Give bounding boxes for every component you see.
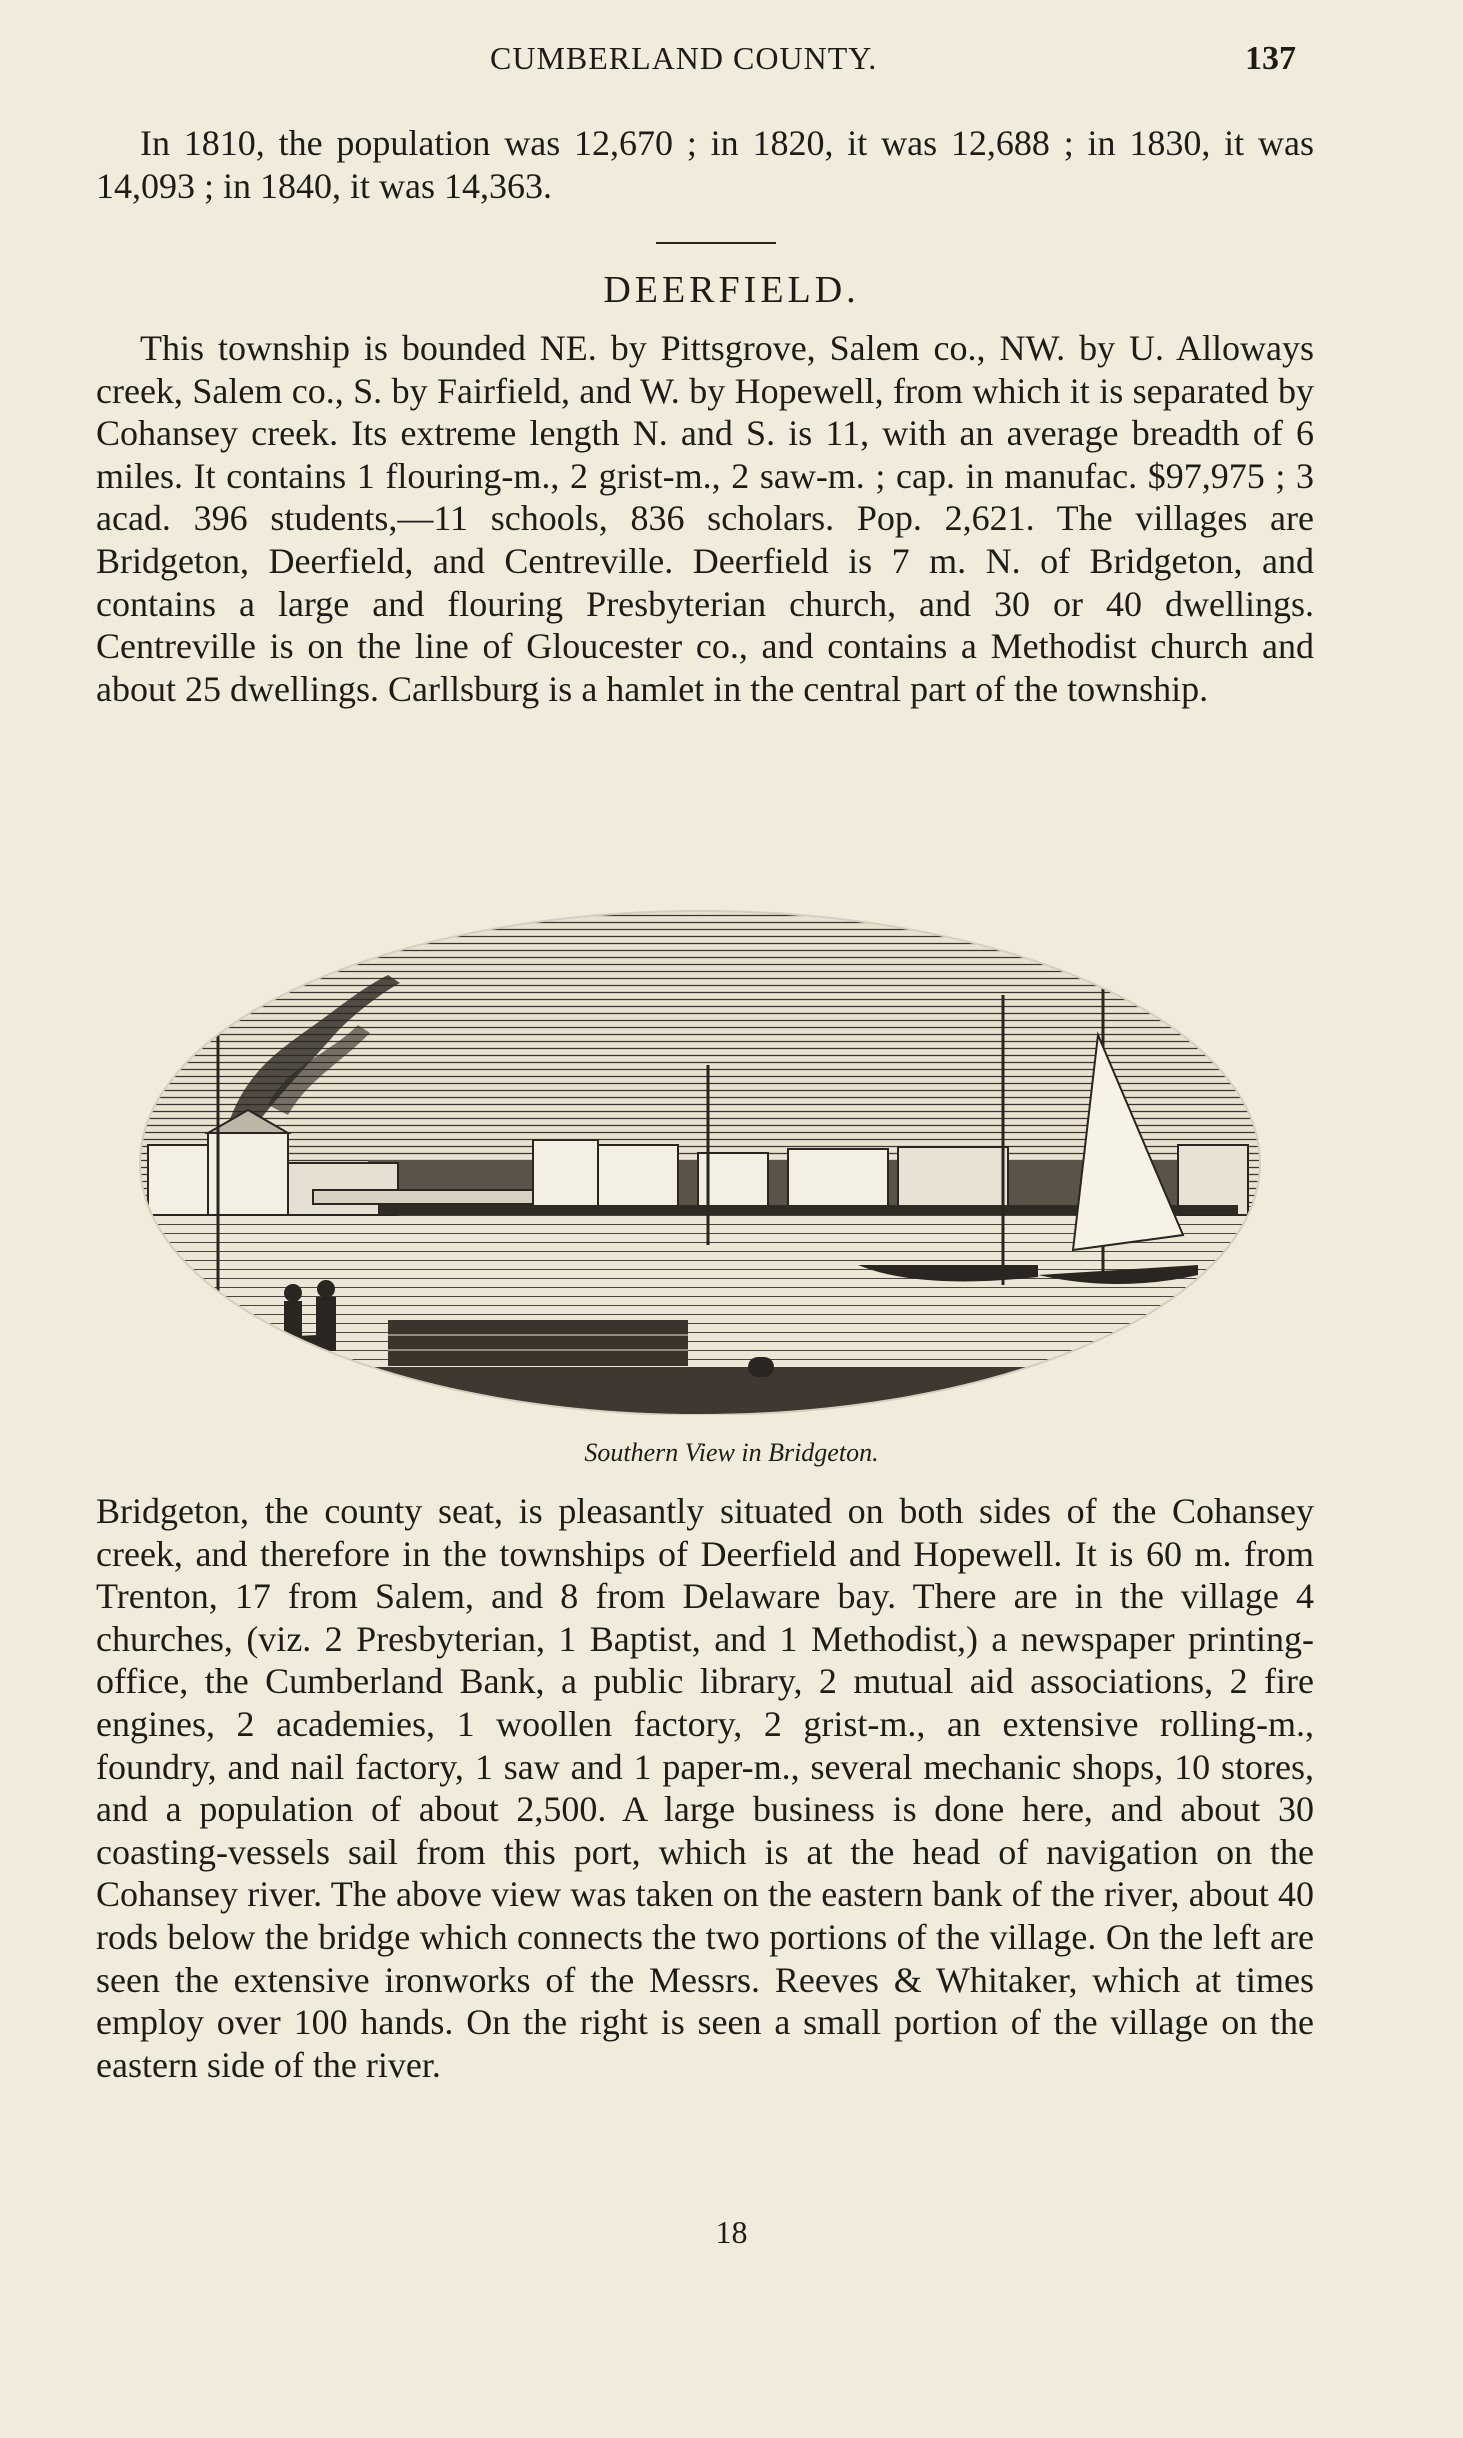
figure-caption: Southern View in Bridgeton. — [584, 1438, 879, 1467]
signature-mark: 18 — [715, 2214, 748, 2250]
page-header — [0, 40, 1463, 90]
population-paragraph: In 1810, the population was 12,670 ; in 1820, it was 12,688 ; in 1830, it was 14,093 ; in 1840, it was 14,363. — [96, 123, 1314, 206]
page-number: 137 — [1245, 40, 1296, 77]
running-head: CUMBERLAND COUNTY. — [490, 40, 878, 76]
deerfield-paragraph: This township is bounded NE. by Pittsgrove, Salem co., NW. by U. Alloways creek, Salem co., S. by Fairfield, and W. by Hopewell, from which it is separated by Cohansey creek. Its extreme length N. and S. is 11, with an average breadth of 6 miles. It contains 1 flouring-m., 2 grist-m., 2 saw-m. ; cap. in manufac. $97,975 ; 3 acad. 396 students,—11 schools, 836 scholars. Pop. 2,621. The villages are Bridgeton, Deerfield, and Centreville. Deerfield is 7 m. N. of Bridgeton, and contains a large and flouring Presbyterian church, and 30 or 40 dwellings. Centreville is on the line of Gloucester co., and contains a Methodist church and about 25 dwellings. Carllsburg is a hamlet in the central part of the township. — [96, 328, 1314, 709]
section-title: DEERFIELD. — [603, 269, 860, 311]
section-divider — [656, 242, 776, 244]
bridgeton-paragraph: Bridgeton, the county seat, is pleasantly situated on both sides of the Cohansey creek, and therefore in the townships of Deerfield and Hopewell. It is 60 m. from Trenton, 17 from Salem, and 8 from Delaware bay. There are in the village 4 churches, (viz. 2 Presbyterian, 1 Baptist, and 1 Methodist,) a newspaper printing-office, the Cumberland Bank, a public library, 2 mutual aid associations, 2 fire engines, 2 academies, 1 woollen factory, 2 grist-m., an extensive rolling-m., foundry, and nail factory, 1 saw and 1 paper-m., several mechanic shops, 10 stores, and a population of about 2,500. A large business is done here, and about 30 coasting-vessels sail from this port, which is at the head of navigation on the Cohansey river. The above view was taken on the eastern bank of the river, about 40 rods below the bridge which connects the two portions of the village. On the left are seen the extensive ironworks of the Messrs. Reeves & Whitaker, which at times employ over 100 hands. On the right is seen a small portion of the village on the eastern side of the river. — [96, 1491, 1314, 2085]
bridgeton-engraving — [138, 905, 1262, 1415]
